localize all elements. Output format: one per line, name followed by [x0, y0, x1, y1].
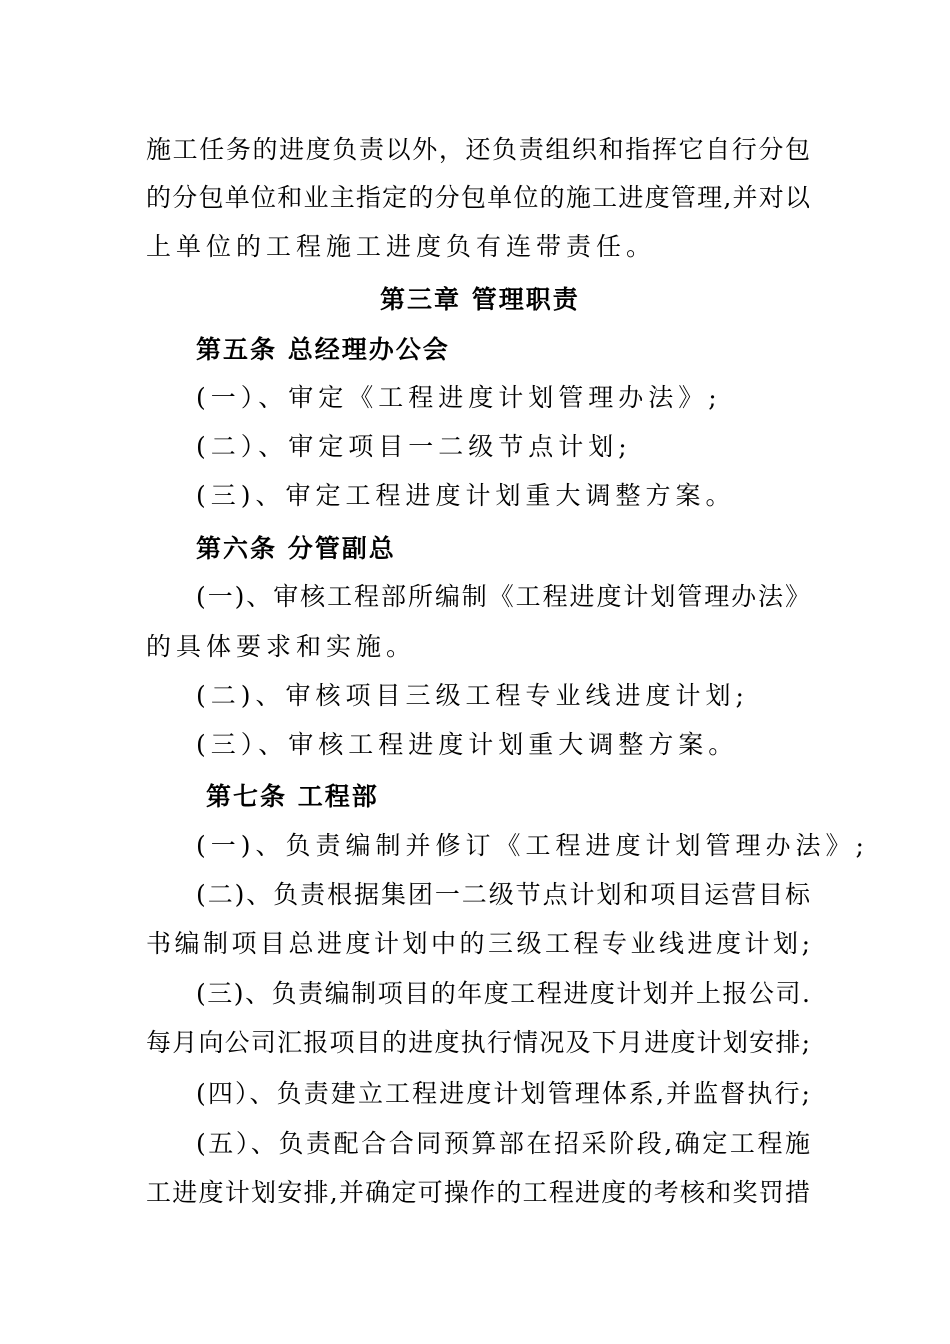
article-title: 第五条 总经理办公会 [196, 335, 450, 364]
list-item: (一)、审核工程部所编制《工程进度计划管理办法》 [196, 582, 810, 611]
list-item: (四）、负责建立工程进度计划管理体系,并监督执行; [196, 1079, 810, 1108]
list-item: (五）、负责配合合同预算部在招采阶段,确定工程施 [196, 1129, 810, 1158]
list-item: (三)、负责编制项目的年度工程进度计划并上报公司. [196, 979, 810, 1008]
article-title: 第七条 工程部 [206, 782, 379, 811]
article-title: 第六条 分管副总 [196, 534, 396, 563]
chapter-title: 第三章 管理职责 [380, 285, 580, 314]
list-item: (三）、审核工程进度计划重大调整方案。 [196, 730, 739, 759]
list-item: (一)、负责编制并修订《工程进度计划管理办法》; [196, 831, 869, 860]
list-item: (一）、审定《工程进度计划管理办法》; [196, 383, 722, 412]
list-item: (二)、审核项目三级工程专业线进度计划; [196, 681, 749, 710]
text-line: 的分包单位和业主指定的分包单位的施工进度管理,并对以 [146, 183, 810, 212]
list-item: (二）、审定项目一二级节点计划; [196, 432, 632, 461]
list-item: (二)、负责根据集团一二级节点计划和项目运营目标 [196, 880, 810, 909]
list-item: 书编制项目总进度计划中的三级工程专业线进度计划; [146, 929, 810, 958]
list-item: 的具体要求和实施。 [146, 632, 417, 661]
list-item: (三)、审定工程进度计划重大调整方案。 [196, 481, 736, 510]
list-item: 每月向公司汇报项目的进度执行情况及下月进度计划安排; [146, 1028, 810, 1057]
text-line: 上单位的工程施工进度负有连带责任。 [146, 232, 657, 261]
text-line: 施工任务的进度负责以外，还负责组织和指挥它自行分包 [146, 135, 810, 164]
list-item: 工进度计划安排,并确定可操作的工程进度的考核和奖罚措 [146, 1178, 810, 1207]
